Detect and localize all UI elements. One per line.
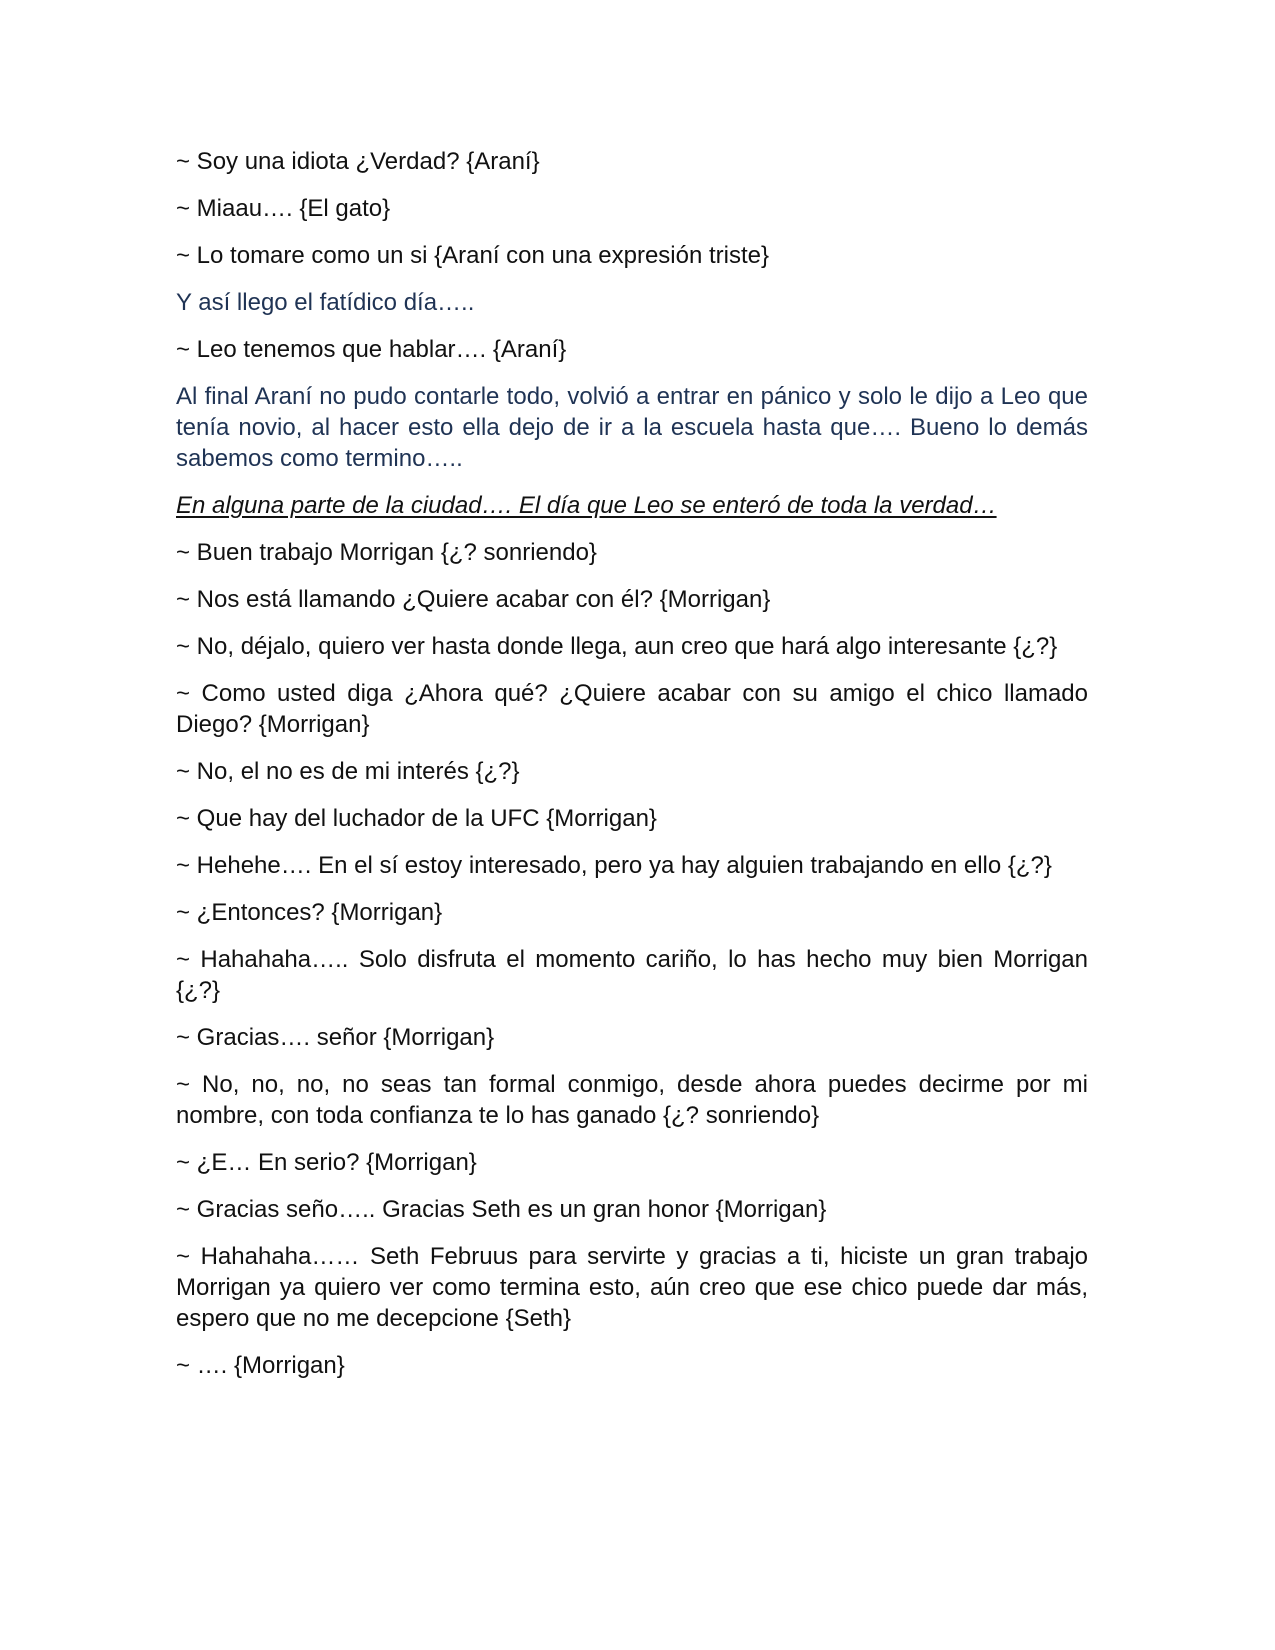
dialogue-line: ~ Miaau…. {El gato} <box>176 195 391 222</box>
scene-heading: En alguna parte de la ciudad…. El día que Leo se enteró de toda la verdad… <box>176 492 997 519</box>
dialogue-line: ~ Gracias…. señor {Morrigan} <box>176 1024 495 1051</box>
dialogue-line: ~ Lo tomare como un si {Araní con una expresión triste} <box>176 242 770 269</box>
narration-paragraph: Y así llego el fatídico día….. <box>176 289 475 316</box>
dialogue-line: ~ Hahahaha….. Solo disfruta el momento cariño, lo has hecho muy bien Morrigan {¿?} <box>176 946 1088 1004</box>
dialogue-line: ~ Como usted diga ¿Ahora qué? ¿Quiere acabar con su amigo el chico llamado Diego? {Morrigan} <box>176 680 1088 738</box>
dialogue-line: ~ Leo tenemos que hablar…. {Araní} <box>176 336 567 363</box>
dialogue-line: ~ Soy una idiota ¿Verdad? {Araní} <box>176 148 540 175</box>
dialogue-line: ~ ¿E… En serio? {Morrigan} <box>176 1149 477 1176</box>
dialogue-line: ~ No, el no es de mi interés {¿?} <box>176 758 520 785</box>
dialogue-line: ~ ¿Entonces? {Morrigan} <box>176 899 443 926</box>
dialogue-line: ~ Buen trabajo Morrigan {¿? sonriendo} <box>176 539 597 566</box>
dialogue-line: ~ Gracias seño….. Gracias Seth es un gran honor {Morrigan} <box>176 1196 827 1223</box>
dialogue-line: ~ Hahahaha…… Seth Februus para servirte y gracias a ti, hiciste un gran trabajo Morrigan ya quiero ver como termina esto, aún creo que ese chico puede dar más, espero que no me decepcione {Seth} <box>176 1243 1088 1332</box>
dialogue-line: ~ Hehehe…. En el sí estoy interesado, pero ya hay alguien trabajando en ello {¿?} <box>176 852 1052 879</box>
dialogue-line: ~ No, no, no, no seas tan formal conmigo, desde ahora puedes decirme por mi nombre, con toda confianza te lo has ganado {¿? sonriendo} <box>176 1071 1088 1129</box>
narration-paragraph: Al final Araní no pudo contarle todo, volvió a entrar en pánico y solo le dijo a Leo que tenía novio, al hacer esto ella dejo de ir a la escuela hasta que…. Bueno lo demás sabemos como termino….. <box>176 383 1088 472</box>
dialogue-line: ~ No, déjalo, quiero ver hasta donde llega, aun creo que hará algo interesante {¿?} <box>176 633 1058 660</box>
dialogue-line: ~ Nos está llamando ¿Quiere acabar con él? {Morrigan} <box>176 586 771 613</box>
dialogue-line: ~ …. {Morrigan} <box>176 1352 345 1379</box>
document-body <box>176 146 1088 1397</box>
dialogue-line: ~ Que hay del luchador de la UFC {Morrigan} <box>176 805 657 832</box>
